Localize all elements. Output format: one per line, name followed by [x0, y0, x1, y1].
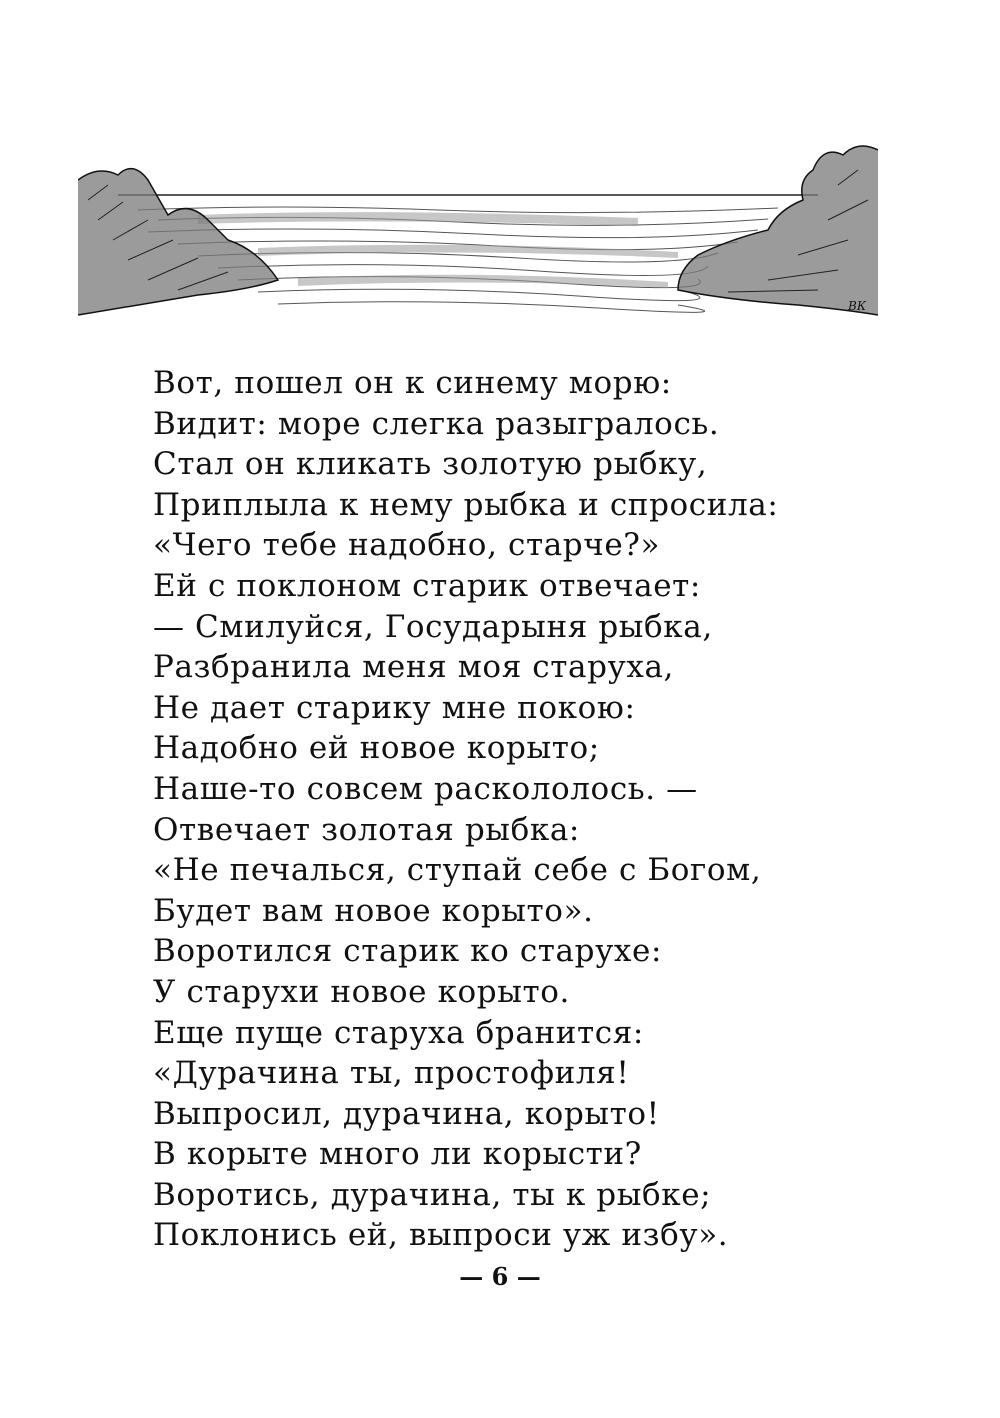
poem-line: «Не печалься, ступай себе с Богом,	[153, 852, 762, 889]
poem-text	[153, 363, 873, 1256]
poem-line: Поклонись ей, выпроси уж избу».	[153, 1217, 729, 1254]
poem-line: Стал он кликать золотую рыбку,	[153, 446, 708, 483]
poem-line: Надобно ей новое корыто;	[153, 730, 600, 767]
poem-line: Наше-то совсем раскололось. —	[153, 770, 698, 807]
poem-line: Разбранила меня моя старуха,	[153, 649, 675, 686]
poem-line: Воротись, дурачина, ты к рыбке;	[153, 1176, 712, 1213]
poem-line: — Смилуйся, Государыня рыбка,	[153, 608, 713, 645]
svg-text:ВК: ВК	[848, 299, 867, 313]
poem-line: В корыте много ли корысти?	[153, 1136, 642, 1173]
poem-line: «Дурачина ты, простофиля!	[153, 1055, 630, 1092]
poem-line: Ей с поклоном старик отвечает:	[153, 567, 701, 604]
poem-line: Отвечает золотая рыбка:	[153, 811, 580, 848]
poem-line: «Чего тебе надобно, старче?»	[153, 527, 661, 564]
poem-line: Приплыла к нему рыбка и спросила:	[153, 486, 779, 523]
poem-line: У старухи новое корыто.	[153, 973, 570, 1010]
poem-line: Выпросил, дурачина, корыто!	[153, 1095, 660, 1132]
poem-line: Еще пуще старуха бранится:	[153, 1014, 644, 1051]
poem-line: Вот, пошел он к синему морю:	[153, 365, 672, 401]
poem-line: Не дает старику мне покою:	[153, 689, 636, 726]
poem-line: Воротился старик ко старухе:	[153, 933, 663, 970]
page-number: — 6 —	[459, 1262, 541, 1291]
poem-line: Будет вам новое корыто».	[153, 892, 594, 929]
seashore-drawing-icon	[78, 140, 878, 330]
poem-line: Видит: море слегка разыгралось.	[153, 405, 720, 442]
